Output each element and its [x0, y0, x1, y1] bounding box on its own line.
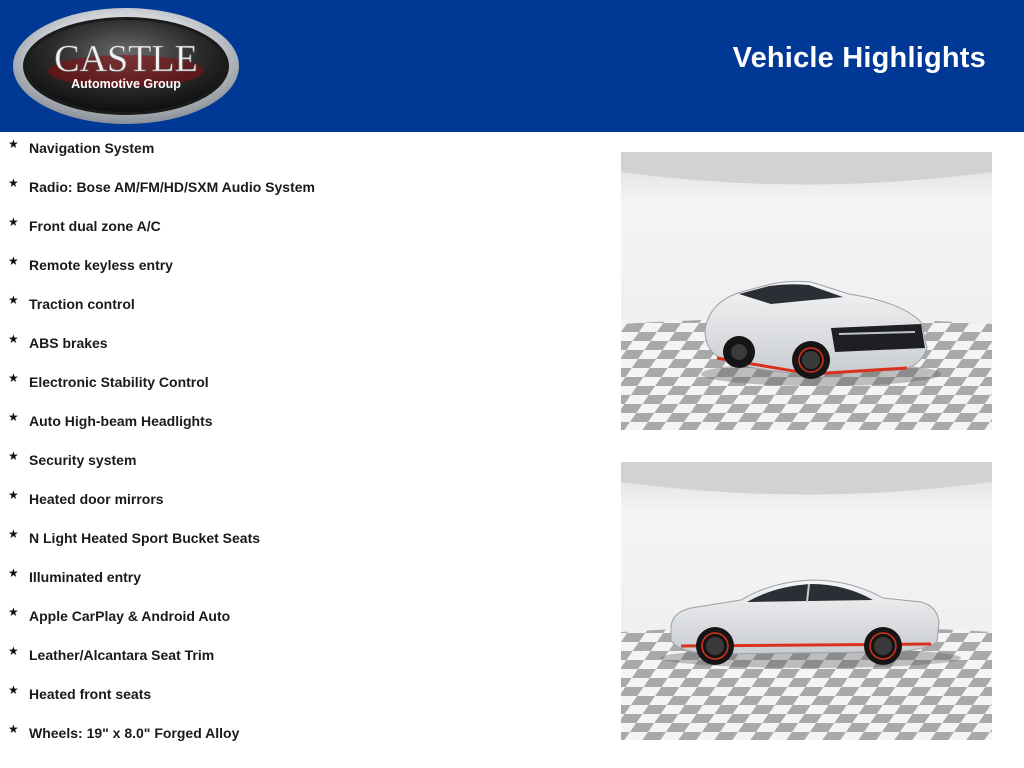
feature-label: Remote keyless entry	[29, 257, 173, 273]
logo-tagline-text: Automotive Group	[71, 77, 181, 91]
feature-label: Illuminated entry	[29, 569, 142, 585]
star-icon: ★	[8, 644, 19, 658]
list-item	[8, 138, 568, 177]
feature-label: Heated door mirrors	[29, 491, 164, 507]
list-item	[8, 216, 568, 255]
star-icon: ★	[8, 332, 19, 346]
feature-label: Traction control	[29, 296, 135, 312]
feature-label: Security system	[29, 452, 137, 468]
list-item	[8, 606, 568, 645]
star-icon: ★	[8, 410, 19, 424]
feature-label: Front dual zone A/C	[29, 218, 161, 234]
star-icon: ★	[8, 605, 19, 619]
list-item	[8, 255, 568, 294]
list-item	[8, 489, 568, 528]
list-item	[8, 723, 568, 762]
feature-label: N Light Heated Sport Bucket Seats	[29, 530, 261, 546]
castle-logo	[12, 7, 240, 125]
list-item	[8, 177, 568, 216]
star-icon: ★	[8, 215, 19, 229]
feature-label: Auto High-beam Headlights	[29, 413, 213, 429]
list-item	[8, 333, 568, 372]
feature-label: Electronic Stability Control	[29, 374, 209, 390]
star-icon: ★	[8, 371, 19, 385]
page-title: Vehicle Highlights	[732, 42, 986, 74]
list-item	[8, 372, 568, 411]
star-icon: ★	[8, 683, 19, 697]
feature-label: Apple CarPlay & Android Auto	[29, 608, 231, 624]
list-item	[8, 684, 568, 723]
star-icon: ★	[8, 527, 19, 541]
feature-label: ABS brakes	[29, 335, 108, 351]
feature-label: Radio: Bose AM/FM/HD/SXM Audio System	[29, 179, 315, 195]
car-front-three-quarter-photo	[621, 152, 992, 430]
list-item	[8, 645, 568, 684]
vehicle-features-list	[8, 138, 568, 762]
list-item	[8, 294, 568, 333]
star-icon: ★	[8, 176, 19, 190]
star-icon: ★	[8, 254, 19, 268]
logo-brand-text: CASTLE	[54, 38, 198, 80]
list-item	[8, 450, 568, 489]
list-item	[8, 567, 568, 606]
feature-label: Heated front seats	[29, 686, 152, 702]
star-icon: ★	[8, 488, 19, 502]
feature-label: Leather/Alcantara Seat Trim	[29, 647, 215, 663]
feature-label: Wheels: 19" x 8.0" Forged Alloy	[29, 725, 240, 741]
star-icon: ★	[8, 449, 19, 463]
car-side-profile-photo	[621, 462, 992, 740]
list-item	[8, 411, 568, 450]
star-icon: ★	[8, 722, 19, 736]
header-banner	[0, 0, 1024, 132]
list-item	[8, 528, 568, 567]
star-icon: ★	[8, 566, 19, 580]
feature-label: Navigation System	[29, 140, 155, 156]
star-icon: ★	[8, 137, 19, 151]
star-icon: ★	[8, 293, 19, 307]
